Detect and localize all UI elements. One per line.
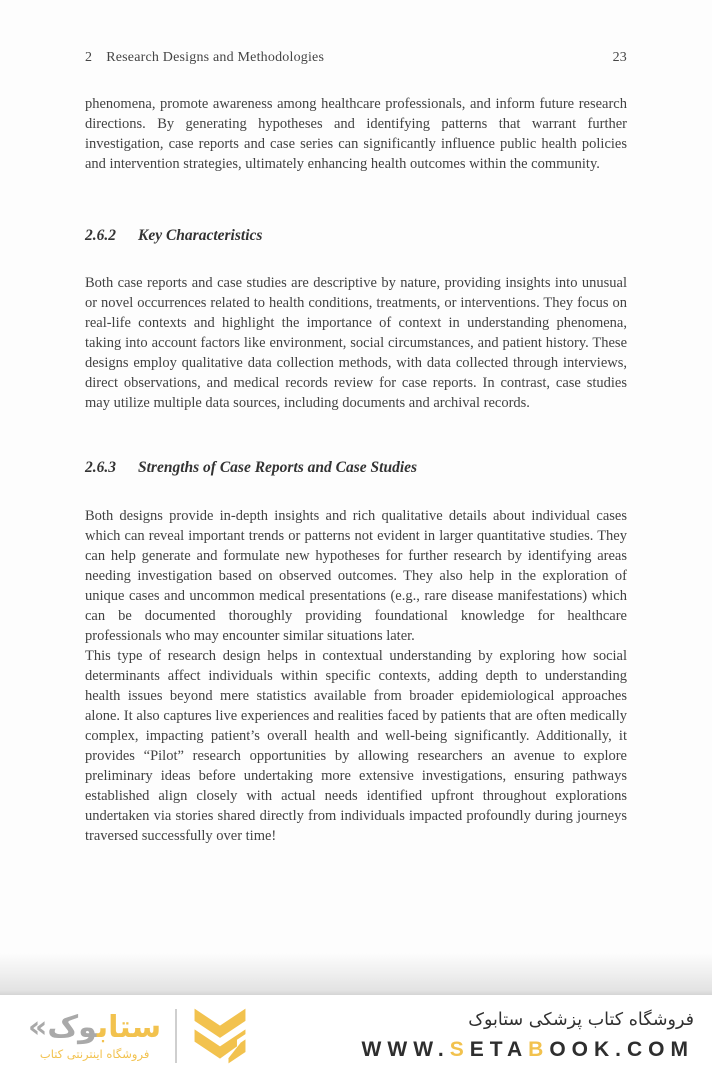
footer-banner	[0, 995, 712, 1079]
chapter-title: Research Designs and Methodologies	[106, 50, 325, 65]
section-title: Key Characteristics	[138, 227, 263, 244]
chapter-number: 2	[85, 50, 93, 65]
logo-tagline: فروشگاه اینترنتی کتاب	[39, 1047, 150, 1061]
logo-wordmark-block	[28, 1011, 161, 1061]
paragraph-strengths-1: Both designs provide in-depth insights and rich qualitative details about individual cases which can reveal important trends or patterns not evident in larger quantitative studies. They can help generate and formulate new hypotheses for further research by identifying areas needing investigation based on observed outcomes. They also help in the exploration of unique cases and uncommon medical presentations (e.g., rare disease manifestations) which can be documented thoroughly providing foundational knowledge for healthcare professionals who may encounter similar situations later.	[85, 508, 627, 644]
url-segment: B	[528, 1038, 550, 1061]
footer-right-block	[362, 1007, 694, 1065]
wordmark-gray-part: وک»	[28, 1010, 97, 1045]
running-header-left	[85, 50, 324, 66]
url-segment: ETA	[469, 1038, 529, 1061]
wordmark-yellow-part: ستاب	[96, 1010, 162, 1045]
website-url	[362, 1035, 694, 1065]
url-segment: S	[449, 1038, 470, 1061]
page-number: 23	[612, 50, 627, 65]
logo-divider	[175, 1009, 177, 1063]
logo-wordmark	[28, 1011, 161, 1045]
section-heading-2-6-2	[85, 226, 627, 246]
double-chevron-book-icon	[191, 1003, 249, 1069]
page-body	[85, 94, 627, 846]
paragraph-strengths-2: This type of research design helps in contextual understanding by exploring how social determinants affect individuals within specific contexts, adding depth to understanding health issues beyond mere statistics available from broader epidemiological approaches alone. It also captures live experiences and realities faced by patients that are often medically complex, impacting patient’s overall health and well-being significantly. Additionally, it provides “Pilot” research opportunities by allowing researchers an avenue to explore preliminary ideas before undertaking more extensive investigations, ensuring pathways established align closely with actual needs identified upfront throughout explorations undertaken via stories shared directly from individuals impacted profoundly during journeys traversed successfully over time!	[85, 648, 627, 844]
paragraph-intro: phenomena, promote awareness among healthcare professionals, and inform future research directions. By generating hypotheses and identifying patterns that warrant further investigation, case reports and case series can significantly influence public health policies and intervention strategies, ultimately enhancing health outcomes within the community.	[85, 96, 627, 172]
section-number: 2.6.3	[85, 459, 116, 476]
running-header	[85, 50, 627, 66]
setabook-logo	[28, 1003, 249, 1069]
url-segment: WWW.	[361, 1038, 450, 1061]
section-heading-2-6-3	[85, 458, 627, 478]
url-segment: OOK.COM	[549, 1038, 694, 1061]
section-number: 2.6.2	[85, 227, 116, 244]
paragraph-key-characteristics: Both case reports and case studies are descriptive by nature, providing insights into unusual or novel occurrences related to health conditions, treatments, or interventions. They focus on real-life contexts and highlight the importance of context in understanding phenomena, taking into account factors like environment, social circumstances, and patient history. These designs employ qualitative data collection methods, with data collected through interviews, direct observations, and medical records review for case reports. In contrast, case studies may utilize multiple data sources, including documents and archival records.	[85, 275, 627, 411]
store-name: فروشگاه کتاب پزشکی ستابوک	[468, 1010, 694, 1030]
section-title: Strengths of Case Reports and Case Studies	[138, 459, 418, 476]
